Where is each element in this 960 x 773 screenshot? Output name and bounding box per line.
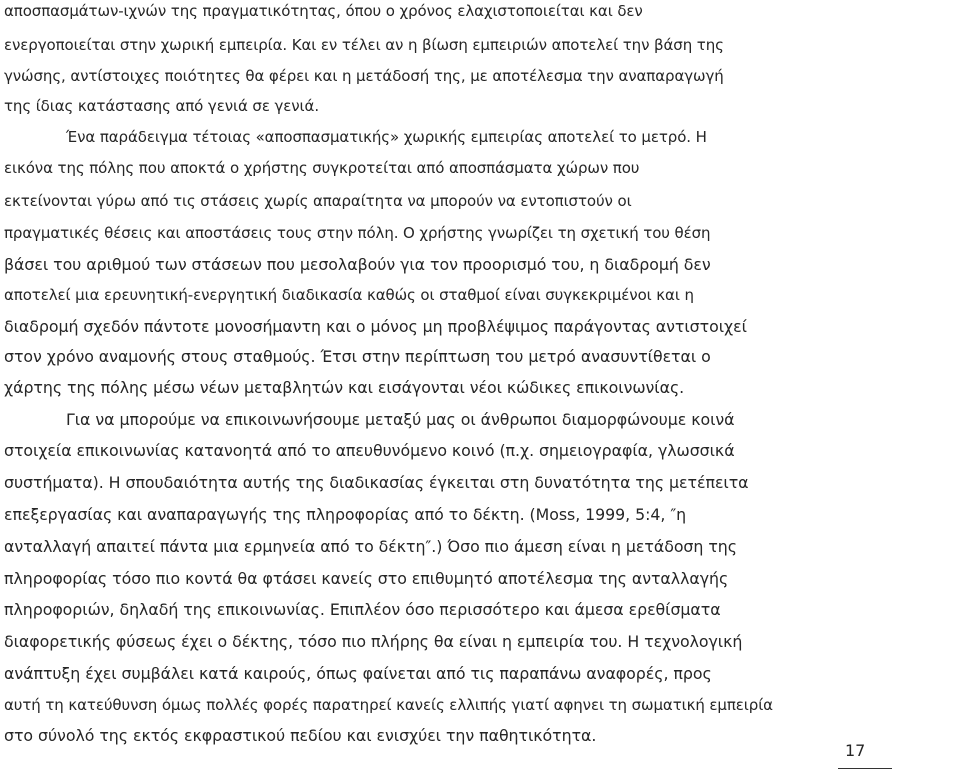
- page-number-rule: [838, 768, 892, 769]
- text-line: πραγματικές θέσεις και αποστάσεις τους στην πόλη. Ο χρήστης γνωρίζει τη σχετική του θέση: [4, 224, 711, 242]
- text-line: στοιχεία επικοινωνίας κατανοητά από το απευθυνόμενο κοινό (π.χ. σημειογραφία, γλωσσικά: [4, 441, 735, 460]
- text-line: στον χρόνο αναμονής στους σταθμούς. Έτσι στην περίπτωση του μετρό ανασυντίθεται ο: [4, 347, 711, 366]
- text-line: γνώσης, αντίστοιχες ποιότητες θα φέρει και η μετάδοσή της, με αποτέλεσμα την αναπαραγωγή: [4, 67, 724, 85]
- text-line: στο σύνολό της εκτός εκφραστικού πεδίου και ενισχύει την παθητικότητα.: [4, 726, 597, 745]
- text-line: ανταλλαγή απαιτεί πάντα μια ερμηνεία από το δέκτη″.) Όσο πιο άμεση είναι η μετάδοση της: [4, 537, 737, 556]
- text-line: αυτή τη κατεύθυνση όμως πολλές φορές παρατηρεί κανείς ελλιπής γιατί αφηνει τη σωματική εμπειρία: [4, 696, 773, 714]
- text-line: της ίδιας κατάστασης από γενιά σε γενιά.: [4, 97, 319, 115]
- text-line: εικόνα της πόλης που αποκτά ο χρήστης συγκροτείται από αποσπάσματα χώρων που: [4, 159, 640, 177]
- text-line: αποτελεί μια ερευνητική-ενεργητική διαδικασία καθώς οι σταθμοί είναι συγκεκριμένοι και η: [4, 286, 694, 304]
- text-line: ανάπτυξη έχει συμβάλει κατά καιρούς, όπως φαίνεται από τις παραπάνω αναφορές, προς: [4, 664, 712, 683]
- text-line: επεξεργασίας και αναπαραγωγής της πληροφορίας από το δέκτη. (Moss, 1999, 5:4, ″η: [4, 505, 687, 524]
- text-line: Ένα παράδειγμα τέτοιας «αποσπασματικής» χωρικής εμπειρίας αποτελεί το μετρό. Η: [66, 128, 707, 146]
- text-line: διαδρομή σχεδόν πάντοτε μονοσήμαντη και ο μόνος μη προβλέψιμος παράγοντας αντιστοιχεί: [4, 317, 747, 336]
- text-line: διαφορετικής φύσεως έχει ο δέκτης, τόσο πιο πλήρης θα είναι η εμπειρία του. Η τεχνολογική: [4, 632, 743, 651]
- text-line: βάσει του αριθμού των στάσεων που μεσολαβούν για τον προορισμό του, η διαδρομή δεν: [4, 255, 711, 274]
- text-line: πληροφοριών, δηλαδή της επικοινωνίας. Επιπλέον όσο περισσότερο και άμεσα ερεθίσματα: [4, 600, 721, 619]
- text-line: ενεργοποιείται στην χωρική εμπειρία. Και εν τέλει αν η βίωση εμπειριών αποτελεί την βάση της: [4, 36, 724, 54]
- text-line: Για να μπορούμε να επικοινωνήσουμε μεταξύ μας οι άνθρωποι διαμορφώνουμε κοινά: [66, 410, 735, 429]
- page-number: 17: [845, 741, 866, 760]
- text-line: εκτείνονται γύρω από τις στάσεις χωρίς απαραίτητα να μπορούν να εντοπιστούν οι: [4, 192, 632, 210]
- text-line: χάρτης της πόλης μέσω νέων μεταβλητών και εισάγονται νέοι κώδικες επικοινωνίας.: [4, 378, 685, 397]
- text-line: πληροφορίας τόσο πιο κοντά θα φτάσει κανείς στο επιθυμητό αποτέλεσμα της ανταλλαγής: [4, 569, 729, 588]
- text-line: αποσπασμάτων-ιχνών της πραγματικότητας, όπου ο χρόνος ελαχιστοποιείται και δεν: [4, 2, 643, 20]
- text-line: συστήματα). Η σπουδαιότητα αυτής της διαδικασίας έγκειται στη δυνατότητα της μετέπειτα: [4, 473, 749, 492]
